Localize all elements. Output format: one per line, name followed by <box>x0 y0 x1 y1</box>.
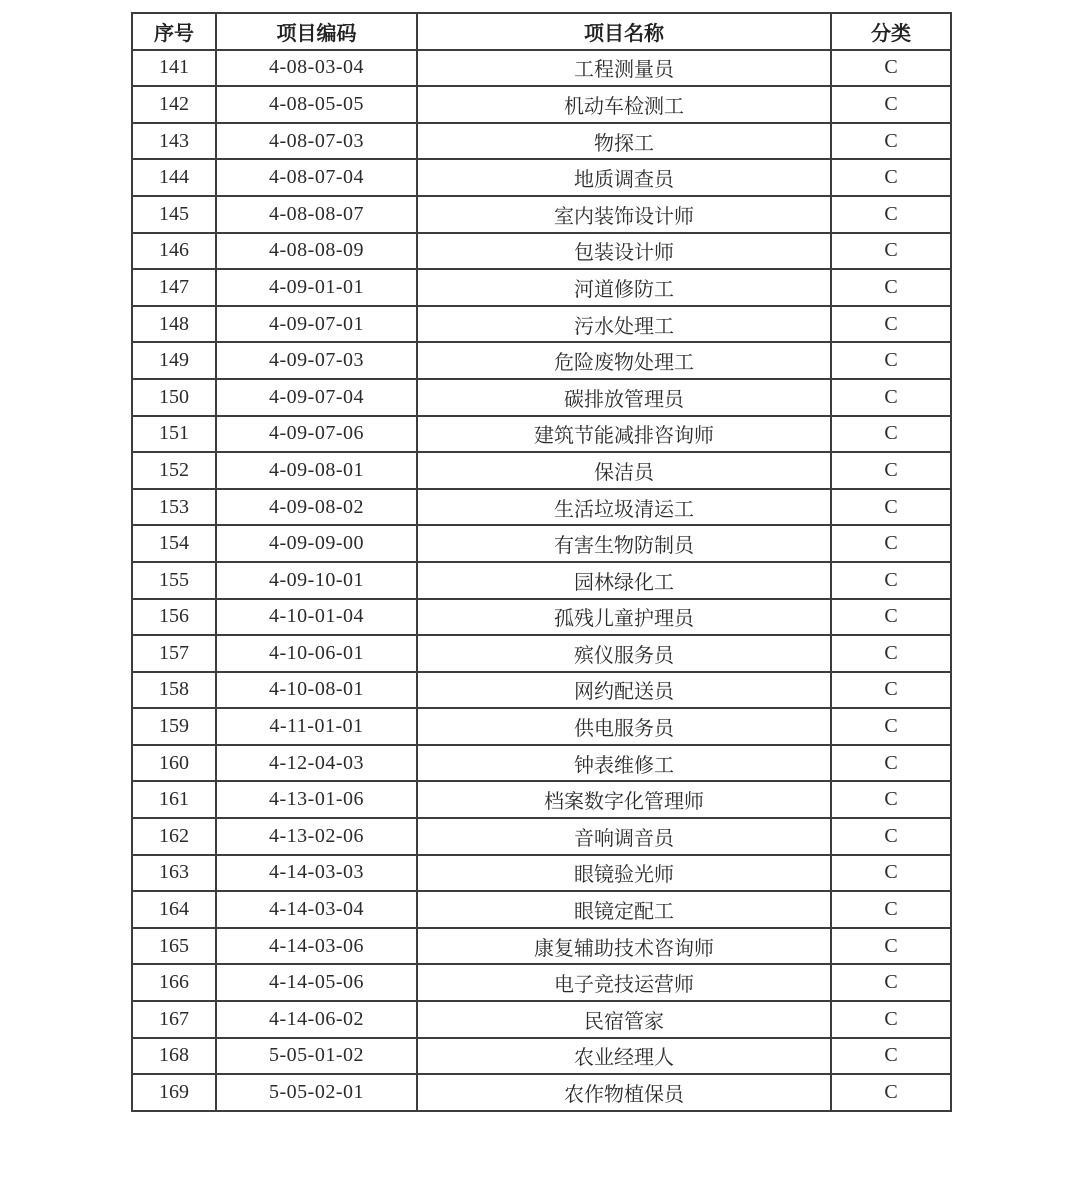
table-row <box>132 196 951 233</box>
table-row <box>132 928 951 965</box>
code-cell: 4-14-03-03 <box>216 855 417 892</box>
name-cell: 档案数字化管理师 <box>417 781 831 818</box>
name-cell: 康复辅助技术咨询师 <box>417 928 831 965</box>
serial-cell: 142 <box>132 86 216 123</box>
name-cell: 音响调音员 <box>417 818 831 855</box>
code-cell: 4-10-08-01 <box>216 672 417 709</box>
code-cell: 4-09-07-04 <box>216 379 417 416</box>
name-cell: 网约配送员 <box>417 672 831 709</box>
name-cell: 地质调查员 <box>417 159 831 196</box>
serial-cell: 143 <box>132 123 216 160</box>
table-row <box>132 379 951 416</box>
code-cell: 4-09-07-03 <box>216 342 417 379</box>
code-cell: 4-09-09-00 <box>216 525 417 562</box>
serial-cell: 163 <box>132 855 216 892</box>
table-body <box>132 50 951 1111</box>
table-row <box>132 708 951 745</box>
serial-cell: 148 <box>132 306 216 343</box>
serial-cell: 141 <box>132 50 216 87</box>
table-row <box>132 599 951 636</box>
serial-cell: 151 <box>132 416 216 453</box>
name-cell: 物探工 <box>417 123 831 160</box>
serial-cell: 146 <box>132 233 216 270</box>
table-row <box>132 525 951 562</box>
code-cell: 4-08-08-07 <box>216 196 417 233</box>
header-code: 项目编码 <box>216 13 417 50</box>
serial-cell: 154 <box>132 525 216 562</box>
serial-cell: 155 <box>132 562 216 599</box>
serial-cell: 165 <box>132 928 216 965</box>
code-cell: 4-10-06-01 <box>216 635 417 672</box>
code-cell: 4-14-05-06 <box>216 964 417 1001</box>
category-cell: C <box>831 379 951 416</box>
code-cell: 4-09-07-01 <box>216 306 417 343</box>
name-cell: 包装设计师 <box>417 233 831 270</box>
category-cell: C <box>831 452 951 489</box>
code-cell: 5-05-01-02 <box>216 1038 417 1075</box>
category-cell: C <box>831 306 951 343</box>
name-cell: 建筑节能减排咨询师 <box>417 416 831 453</box>
category-cell: C <box>831 1074 951 1111</box>
table-row <box>132 1001 951 1038</box>
occupation-table <box>131 12 952 1112</box>
category-cell: C <box>831 599 951 636</box>
table-row <box>132 781 951 818</box>
code-cell: 4-09-10-01 <box>216 562 417 599</box>
table-row <box>132 562 951 599</box>
header-row <box>132 13 951 50</box>
table-row <box>132 635 951 672</box>
serial-cell: 159 <box>132 708 216 745</box>
name-cell: 电子竞技运营师 <box>417 964 831 1001</box>
table-row <box>132 452 951 489</box>
code-cell: 4-13-02-06 <box>216 818 417 855</box>
code-cell: 4-12-04-03 <box>216 745 417 782</box>
name-cell: 供电服务员 <box>417 708 831 745</box>
category-cell: C <box>831 1038 951 1075</box>
serial-cell: 152 <box>132 452 216 489</box>
header-name: 项目名称 <box>417 13 831 50</box>
table-row <box>132 342 951 379</box>
table-row <box>132 964 951 1001</box>
category-cell: C <box>831 781 951 818</box>
table-row <box>132 306 951 343</box>
name-cell: 工程测量员 <box>417 50 831 87</box>
name-cell: 钟表维修工 <box>417 745 831 782</box>
name-cell: 孤残儿童护理员 <box>417 599 831 636</box>
header-serial: 序号 <box>132 13 216 50</box>
serial-cell: 147 <box>132 269 216 306</box>
serial-cell: 158 <box>132 672 216 709</box>
serial-cell: 164 <box>132 891 216 928</box>
table-row <box>132 416 951 453</box>
table-row <box>132 818 951 855</box>
name-cell: 园林绿化工 <box>417 562 831 599</box>
code-cell: 4-14-03-06 <box>216 928 417 965</box>
name-cell: 农作物植保员 <box>417 1074 831 1111</box>
category-cell: C <box>831 159 951 196</box>
table-row <box>132 489 951 526</box>
serial-cell: 168 <box>132 1038 216 1075</box>
serial-cell: 145 <box>132 196 216 233</box>
name-cell: 眼镜定配工 <box>417 891 831 928</box>
name-cell: 有害生物防制员 <box>417 525 831 562</box>
code-cell: 4-08-07-03 <box>216 123 417 160</box>
name-cell: 河道修防工 <box>417 269 831 306</box>
category-cell: C <box>831 489 951 526</box>
code-cell: 4-08-08-09 <box>216 233 417 270</box>
category-cell: C <box>831 855 951 892</box>
category-cell: C <box>831 416 951 453</box>
category-cell: C <box>831 525 951 562</box>
serial-cell: 160 <box>132 745 216 782</box>
serial-cell: 161 <box>132 781 216 818</box>
name-cell: 生活垃圾清运工 <box>417 489 831 526</box>
serial-cell: 157 <box>132 635 216 672</box>
code-cell: 4-10-01-04 <box>216 599 417 636</box>
name-cell: 室内装饰设计师 <box>417 196 831 233</box>
code-cell: 4-14-03-04 <box>216 891 417 928</box>
table-row <box>132 50 951 87</box>
name-cell: 保洁员 <box>417 452 831 489</box>
serial-cell: 150 <box>132 379 216 416</box>
name-cell: 污水处理工 <box>417 306 831 343</box>
serial-cell: 144 <box>132 159 216 196</box>
serial-cell: 169 <box>132 1074 216 1111</box>
code-cell: 4-09-08-02 <box>216 489 417 526</box>
code-cell: 5-05-02-01 <box>216 1074 417 1111</box>
code-cell: 4-13-01-06 <box>216 781 417 818</box>
code-cell: 4-08-05-05 <box>216 86 417 123</box>
category-cell: C <box>831 86 951 123</box>
category-cell: C <box>831 891 951 928</box>
name-cell: 民宿管家 <box>417 1001 831 1038</box>
category-cell: C <box>831 708 951 745</box>
table-row <box>132 1074 951 1111</box>
name-cell: 农业经理人 <box>417 1038 831 1075</box>
table-row <box>132 1038 951 1075</box>
category-cell: C <box>831 635 951 672</box>
name-cell: 碳排放管理员 <box>417 379 831 416</box>
table-row <box>132 86 951 123</box>
category-cell: C <box>831 818 951 855</box>
table-row <box>132 745 951 782</box>
category-cell: C <box>831 50 951 87</box>
table-row <box>132 159 951 196</box>
name-cell: 危险废物处理工 <box>417 342 831 379</box>
code-cell: 4-08-03-04 <box>216 50 417 87</box>
code-cell: 4-11-01-01 <box>216 708 417 745</box>
serial-cell: 153 <box>132 489 216 526</box>
serial-cell: 166 <box>132 964 216 1001</box>
table-row <box>132 855 951 892</box>
category-cell: C <box>831 672 951 709</box>
name-cell: 机动车检测工 <box>417 86 831 123</box>
table-row <box>132 672 951 709</box>
serial-cell: 167 <box>132 1001 216 1038</box>
header-category: 分类 <box>831 13 951 50</box>
category-cell: C <box>831 123 951 160</box>
name-cell: 眼镜验光师 <box>417 855 831 892</box>
category-cell: C <box>831 745 951 782</box>
serial-cell: 162 <box>132 818 216 855</box>
code-cell: 4-09-07-06 <box>216 416 417 453</box>
code-cell: 4-08-07-04 <box>216 159 417 196</box>
category-cell: C <box>831 928 951 965</box>
category-cell: C <box>831 233 951 270</box>
category-cell: C <box>831 562 951 599</box>
code-cell: 4-09-01-01 <box>216 269 417 306</box>
serial-cell: 156 <box>132 599 216 636</box>
category-cell: C <box>831 1001 951 1038</box>
category-cell: C <box>831 964 951 1001</box>
table-row <box>132 269 951 306</box>
category-cell: C <box>831 342 951 379</box>
table-row <box>132 123 951 160</box>
category-cell: C <box>831 196 951 233</box>
code-cell: 4-09-08-01 <box>216 452 417 489</box>
serial-cell: 149 <box>132 342 216 379</box>
name-cell: 殡仪服务员 <box>417 635 831 672</box>
code-cell: 4-14-06-02 <box>216 1001 417 1038</box>
category-cell: C <box>831 269 951 306</box>
table-row <box>132 233 951 270</box>
table-row <box>132 891 951 928</box>
